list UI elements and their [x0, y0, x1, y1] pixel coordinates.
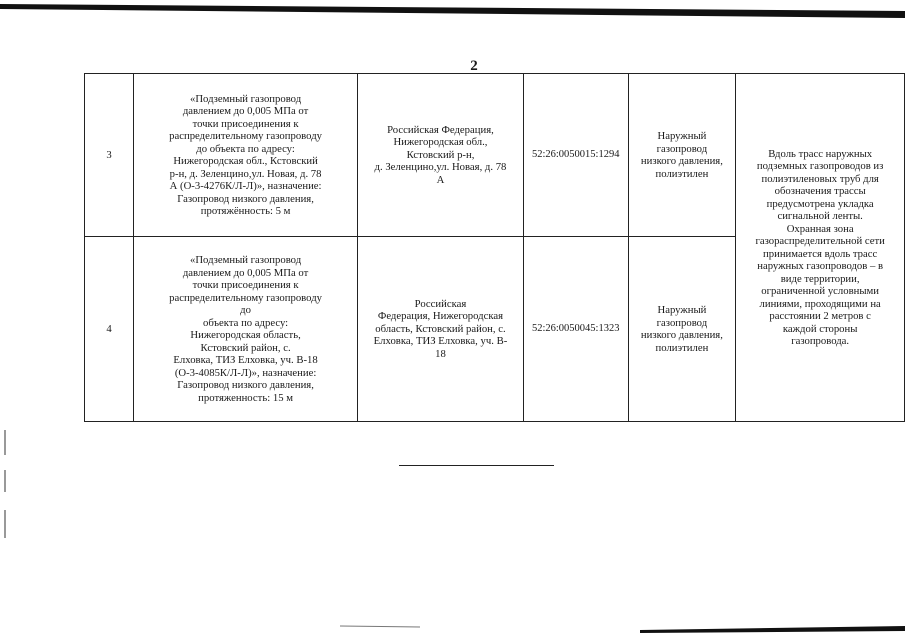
page-number: 2	[470, 58, 478, 74]
object-address: Российская Федерация, Нижегородская область, Кстовский район, с. Елховка, ТИЗ Елховка, уч. В- 18	[358, 237, 524, 422]
row-number: 3	[85, 74, 134, 237]
scan-edge-bottom	[0, 618, 905, 640]
pipeline-type: Наружный газопровод низкого давления, полиэтилен	[628, 237, 736, 422]
protection-zone-note: Вдоль трасс наружных подземных газопроводов из полиэтиленовых труб для обозначения трассы предусмотрена укладка сигнальной ленты. Охранная зона газораспределительной сети принимается вдоль трасс наружных газопроводов – в виде территории, ограниченной условными линиями, проходящими на расстоянии 2 метров с каждой стороны газопровода.	[736, 74, 905, 422]
object-address: Российская Федерация, Нижегородская обл., Кстовский р-н, д. Зеленцино,ул. Новая, д. 78 А	[358, 74, 524, 237]
object-description: «Подземный газопровод давлением до 0,005 МПа от точки присоединения к распределительному газопроводу до объекта по адресу: Нижегородская область, Кстовский район, с. Елховка, ТИЗ Елховка, уч. В-18 (О-3-4085К/Л-Л)», назначение: Газопровод низкого давления, протяженность: 15 м	[134, 237, 358, 422]
closing-rule	[399, 465, 554, 466]
scan-edge-top	[0, 0, 905, 22]
cadastral-number: 52:26:0050015:1294	[523, 74, 628, 237]
object-description: «Подземный газопровод давлением до 0,005 МПа от точки присоединения к распределительному газопроводу до объекта по адресу: Нижегородская обл., Кстовский р-н, д. Зеленцино,ул. Новая, д. 78 А (О-3-4276К/Л-Л)», назначение: Газопровод низкого давления, протяжённость: 5 м	[134, 74, 358, 237]
scan-edge-left	[0, 430, 20, 540]
row-number: 4	[85, 237, 134, 422]
pipeline-type: Наружный газопровод низкого давления, полиэтилен	[628, 74, 736, 237]
table-row	[85, 74, 905, 237]
registry-table	[84, 73, 905, 422]
cadastral-number: 52:26:0050045:1323	[523, 237, 628, 422]
